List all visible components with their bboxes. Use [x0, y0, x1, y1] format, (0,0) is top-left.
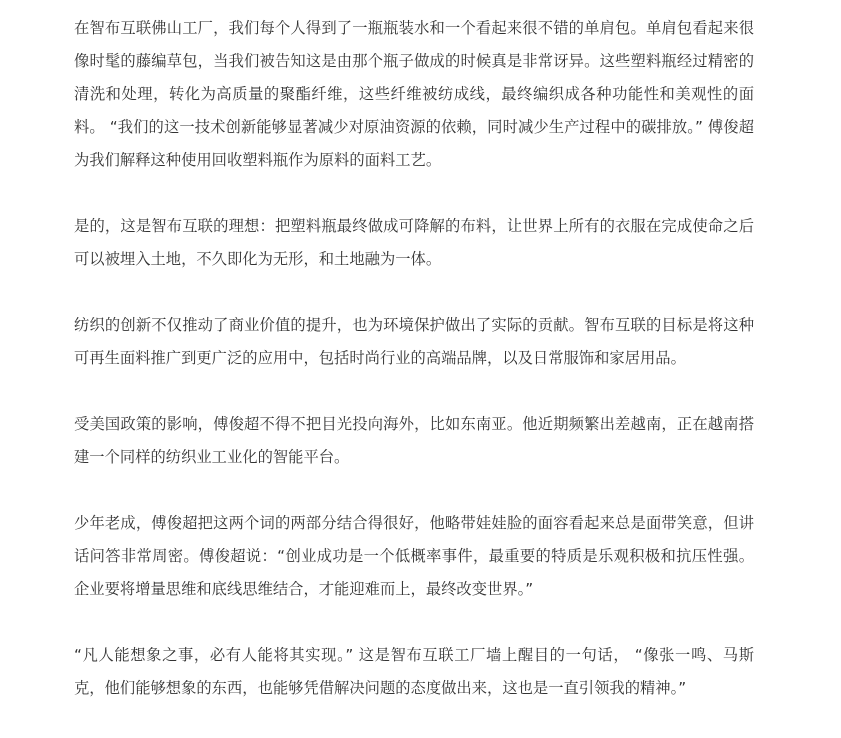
paragraph-factory-visit: 在智布互联佛山工厂，我们每个人得到了一瓶瓶装水和一个看起来很不错的单肩包。单肩包看起来很像时髦的藤编草包，当我们被告知这是由那个瓶子做成的时候真是非常讶异。这些塑料瓶经过精密的清洗和处理，转化为高质量的聚酯纤维，这些纤维被纺成线，最终编织成各种功能性和美观性的面料。 “我们的这一技术创新能够显著减少对原油资源的依赖，同时减少生产过程中的碳排放。” 傅俊超为我们解释这种使用回收塑料瓶作为原料的面料工艺。: [74, 19, 754, 169]
paragraph-founder-quote: 少年老成，傅俊超把这两个词的两部分结合得很好，他略带娃娃脸的面容看起来总是面带笑意，但讲话问答非常周密。傅俊超说：“创业成功是一个低概率事件，最重要的特质是乐观积极和抗压性强。企业要将增量思维和底线思维结合，才能迎难而上，最终改变世界。”: [74, 514, 754, 598]
paragraph-motto: “凡人能想象之事，必有人能将其实现。” 这是智布互联工厂墙上醒目的一句话， “像张一鸣、马斯克，他们能够想象的东西，也能够凭借解决问题的态度做出来，这也是一直引领我的精神。”: [74, 646, 754, 697]
paragraph-overseas: 受美国政策的影响，傅俊超不得不把目光投向海外，比如东南亚。他近期频繁出差越南，正在越南搭建一个同样的纺织业工业化的智能平台。: [74, 415, 754, 466]
paragraph-innovation: 纺织的创新不仅推动了商业价值的提升，也为环境保护做出了实际的贡献。智布互联的目标是将这种可再生面料推广到更广泛的应用中，包括时尚行业的高端品牌，以及日常服饰和家居用品。: [74, 316, 754, 367]
paragraph-ideal: 是的，这是智布互联的理想：把塑料瓶最终做成可降解的布料，让世界上所有的衣服在完成使命之后可以被埋入土地，不久即化为无形，和土地融为一体。: [74, 217, 754, 268]
article-body: [74, 12, 754, 705]
